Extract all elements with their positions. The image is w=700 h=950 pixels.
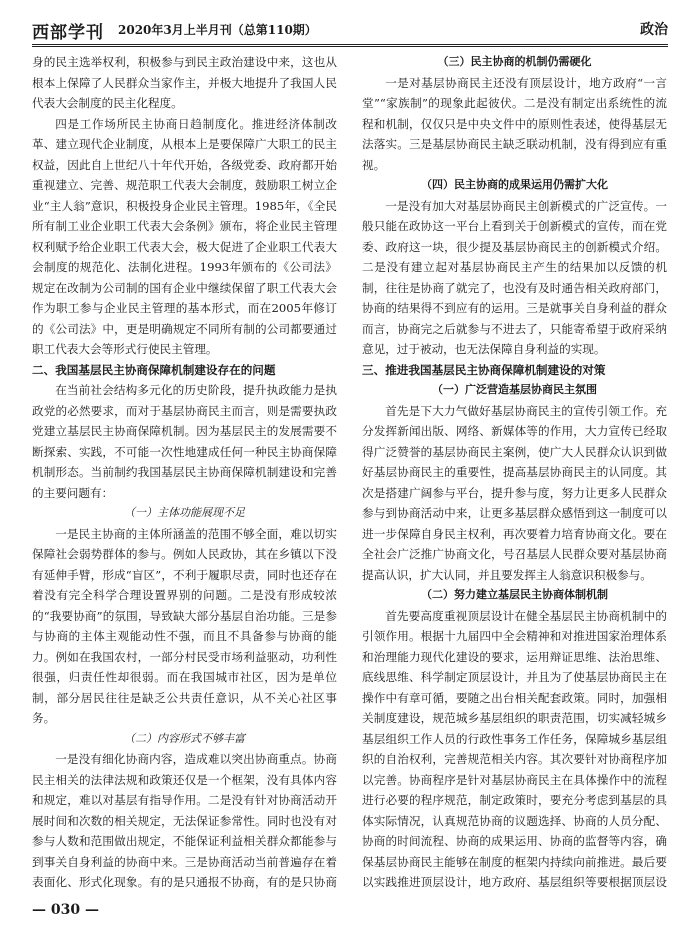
right-text-column — [362, 52, 667, 892]
body-paragraph: 首先是下大力气做好基层协商民主的宣传引领工作。充分发挥新闻出版、网络、新媒体等的作用，大力宣传已经取得广泛赞誉的基层协商民主案例，使广大人民群众认识到做好基层协商民主的重要性，提高基层协商民主的认同度。其次是搭建广阔参与平台，提升参与度，努力让更多人民群众参与到协商活动中来，让更多基层群众感悟到这一制度可以进一步保障自身民主权利，再次要着力培育协商文化。要在全社会广泛推广协商文化，号召基层人民群众要对基层协商提高认识，扩大认同，并且要发挥主人翁意识积极参与。 — [362, 403, 667, 582]
page-header — [32, 14, 668, 47]
page-number: — 030 — — [32, 902, 99, 918]
body-paragraph: 在当前社会结构多元化的历史阶段，提升执政能力是执政党的必然要求，而对于基层协商民主而言，则是需要执政党建立基层民主协商保障机制。因为基层民主的发展需要不断探索、实践，不可能一次性地建成任何一种民主协商保障机制形态。当前制约我国基层民主协商保障机制建设和完善的主要问题有： — [32, 383, 337, 500]
subsection-heading: （二）内容形式不够丰富 — [124, 731, 245, 745]
subsection-heading: （一）主体功能展现不足 — [124, 506, 245, 519]
subsection-heading: （三）民主协商的机制仍需硬化 — [437, 55, 592, 68]
body-paragraph: 一是对基层协商民主还没有顶层设计，地方政府“一言堂”“家族制”的现象此起彼伏。二是没有制定出系统性的流程和机制，仅仅只是中央文件中的原则性表述，使得基层无法落实。三是基层协商民主缺乏联动机制，没有得到应有重视。 — [362, 75, 667, 172]
issue-info: 2020年3月上半月刊（总第110期） — [118, 23, 317, 37]
section-heading: 三、推进我国基层民主协商保障机制建设的对策 — [362, 362, 606, 377]
body-paragraph: 一是民主协商的主体所涵盖的范围不够全面，难以切实保障社会弱势群体的参与。例如人民政协，其在乡镇以下没有延伸手臂，形成“盲区”，不利于履职尽责，同时也还存在着没有完全科学合理设置界别的问题。二是没有形成较浓的“我要协商”的氛围，导致缺大部分基层自治功能。三是参与协商的主体主观能动性不强，而且不具备参与协商的能力。例如在我国农村，一部分村民受市场利益驱动，功利性很强，归责任性却很弱。而在我国城市社区，因为是单位制，部分居民往往是缺乏公共责任意识，从不关心社区事务。 — [32, 526, 337, 725]
subsection-heading: （二）努力建立基层民主协商体制机制 — [421, 588, 608, 601]
subsection-heading: （四）民主协商的成果运用仍需扩大化 — [421, 178, 608, 191]
body-paragraph: 四是工作场所民主协商日趋制度化。推进经济体制改革、建立现代企业制度，从根本上是要保障广大职工的民主权益，因此自上世纪八十年代开始，各级党委、政府都开始重视建立、完善、规范职工代表大会制度，鼓励职工树立企业“主人翁”意识，积极投身企业民主管理。1985年，《全民所有制工业企业职工代表大会条例》颁布，将企业民主管理权利赋予给企业职工代表大会，极大促进了企业职工代表大会制度的规范化、法制化进程。1993年颁布的《公司法》规定在改制为公司制的国有企业中继续保留了职工代表大会作为职工参与企业民主管理的基本形式，而在2005年修订的《公司法》中，更是明确规定不同所有制的公司都要通过职工代表大会等形式行使民主管理。 — [32, 116, 337, 356]
body-paragraph: 一是没有加大对基层协商民主创新模式的广泛宣传。一般只能在政协这一平台上看到关于创新模式的宣传，而在党委、政府这一块，很少提及基层协商民主的创新模式介绍。二是没有建立起对基层协商民主产生的结果加以反馈的机制，往往是协商了就完了，也没有及时通告相关政府部门，协商的结果得不到应有的运用。三是就事关自身利益的群众而言，协商完之后就参与不进去了，只能寄希望于政府采纳意见，过于被动，也无法保障自身利益的实现。 — [362, 198, 667, 356]
subsection-heading: （一）广泛营造基层协商民主氛围 — [432, 383, 597, 396]
left-text-column — [32, 52, 337, 892]
section-heading: 二、我国基层民主协商保障机制建设存在的问题 — [32, 362, 276, 377]
body-paragraph: 一是没有细化协商内容，造成难以突出协商重点。协商民主相关的法律法规和政策还仅是一个框架，没有具体内容和规定，难以对基层有指导作用。二是没有针对协商活动开展时间和次数的相关规定，无法保证参常性。同时也没有对参与人数和范围做出规定，不能保证利益相关群众都能参与到事关自身利益的协商中来。三是协商活动当前普遍存在着表面化、形式化现象。有的是只通报不协商，有的是只协商 — [32, 752, 337, 889]
body-paragraph: 身的民主选举权利，积极参与到民主政治建设中来，这也从根本上保障了人民群众当家作主，并极大地提升了我国人民代表大会制度的民主化程度。 — [32, 55, 337, 110]
journal-masthead: 西部学刊 — [32, 23, 104, 43]
section-tag: 政治 — [640, 22, 668, 38]
body-paragraph: 首先要高度重视顶层设计在健全基层民主协商机制中的引领作用。根据十九届四中全会精神和对推进国家治理体系和治理能力现代化建设的要求，运用辩证思维、法治思维、底线思维、科学制定顶层设计，并且为了使基层协商民主在操作中有章可循，要随之出台相关配套政策。同时，加强相关制度建设，规范城乡基层组织的职责范围，切实减轻城乡基层组织工作人员的行政性事务工作任务，保障城乡基层组织的自治权利，完善规范相关内容。其次要针对协商程序加以完善。协商程序是针对基层协商民主在具体操作中的流程进行必要的程序规范，制定政策时，要充分考虑到基层的具体实际情况，认真规范协商的议题选择、协商的人员分配、协商的时间流程、协商的成果运用、协商的监督等内容，确保基层协商民主能够在制度的框架内持续向前推进。最后要以实践推进顶层设计，地方政府、基层组织等要根据顶层设 — [362, 608, 667, 889]
